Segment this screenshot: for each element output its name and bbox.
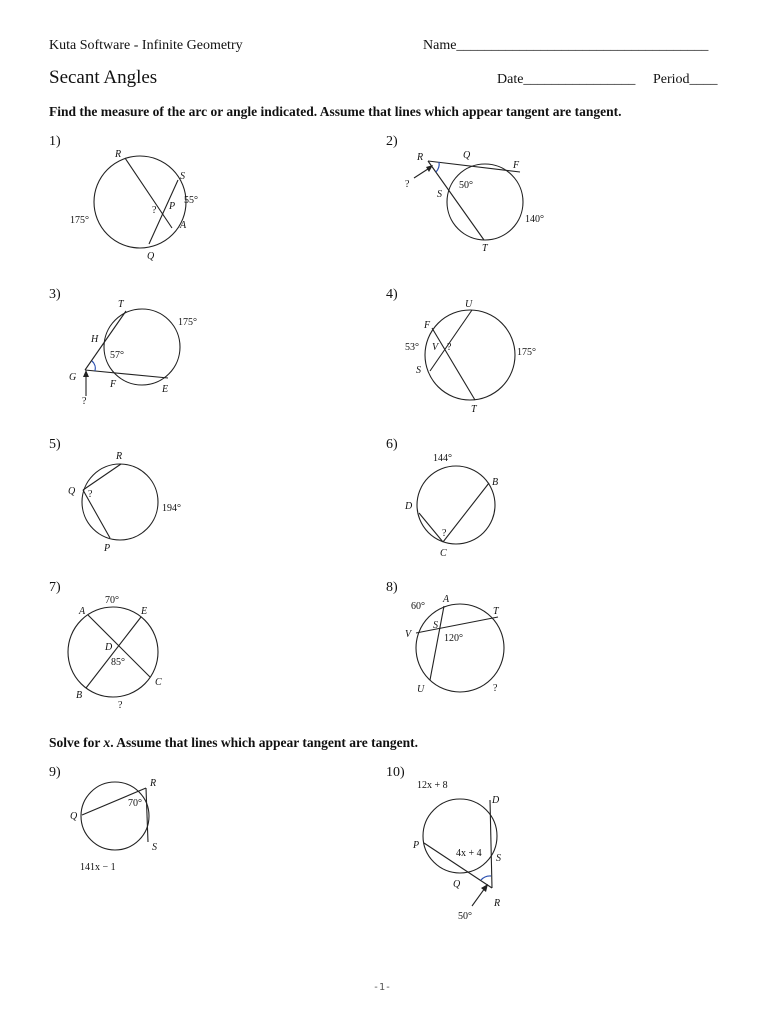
- unknown-angle: ?: [152, 205, 157, 216]
- point-g: G: [69, 372, 77, 383]
- circle: [423, 799, 497, 873]
- point-a: A: [443, 594, 450, 605]
- arc-label: 70°: [105, 595, 119, 606]
- unknown-arc: ?: [118, 700, 123, 711]
- point-q: Q: [147, 251, 155, 262]
- angle-label: 120°: [444, 633, 463, 644]
- arc-label: 4x + 4: [456, 848, 482, 859]
- section2-instructions: Solve for x. Assume that lines which appear tangent are tangent.: [49, 735, 419, 750]
- point-r: R: [150, 778, 157, 789]
- worksheet-title: Secant Angles: [49, 67, 158, 88]
- problem-number-8: 8): [386, 580, 398, 595]
- point-q: Q: [70, 811, 78, 822]
- point-u: U: [465, 299, 473, 310]
- secant-dr: [490, 800, 492, 888]
- arc-label: 60°: [411, 601, 425, 612]
- point-q: Q: [453, 879, 461, 890]
- point-a: A: [180, 220, 187, 231]
- arc-label: 175°: [70, 215, 89, 226]
- point-s: S: [180, 171, 185, 182]
- point-s: S: [152, 842, 157, 853]
- point-e: E: [162, 384, 169, 395]
- point-a: A: [79, 606, 86, 617]
- point-v: V: [432, 342, 439, 353]
- point-q: Q: [68, 486, 76, 497]
- point-v: V: [405, 629, 412, 640]
- section1-instructions: Find the measure of the arc or angle indicated. Assume that lines which appear tangent are tangent.: [49, 104, 622, 119]
- unknown-angle: ?: [88, 489, 93, 500]
- arc-label: 175°: [517, 347, 536, 358]
- point-p: P: [104, 543, 111, 554]
- point-b: B: [492, 477, 499, 488]
- point-t: T: [118, 299, 124, 310]
- point-d: D: [405, 501, 413, 512]
- page-number: -1-: [373, 982, 392, 993]
- point-r: R: [116, 451, 123, 462]
- point-d: D: [492, 795, 500, 806]
- pointer-arrow: [472, 888, 485, 906]
- problem-number-9: 9): [49, 765, 61, 780]
- problem-number-5: 5): [49, 437, 61, 452]
- date-field[interactable]: Date________________: [497, 72, 636, 87]
- problem-number-7: 7): [49, 580, 61, 595]
- period-field[interactable]: Period____: [653, 72, 718, 87]
- arc-label: 57°: [110, 350, 124, 361]
- problem-number-1: 1): [49, 134, 61, 149]
- point-h: H: [91, 334, 99, 345]
- point-c: C: [155, 677, 162, 688]
- point-t: T: [493, 606, 499, 617]
- point-f: F: [513, 160, 520, 171]
- arc-label: 53°: [405, 342, 419, 353]
- point-f: F: [424, 320, 431, 331]
- point-p: P: [169, 201, 176, 212]
- problem-number-6: 6): [386, 437, 398, 452]
- problem-number-4: 4): [386, 287, 398, 302]
- unknown-angle: ?: [405, 179, 410, 190]
- arc-label: 194°: [162, 503, 181, 514]
- point-b: B: [76, 690, 83, 701]
- point-f: F: [110, 379, 117, 390]
- point-t: T: [482, 243, 488, 254]
- arc-label: 55°: [184, 195, 198, 206]
- angle-label: 85°: [111, 657, 125, 668]
- unknown-arc: ?: [493, 683, 498, 694]
- angle-label: 50°: [458, 911, 472, 922]
- point-c: C: [440, 548, 447, 559]
- point-d: D: [105, 642, 113, 653]
- problem-number-3: 3): [49, 287, 61, 302]
- point-s: S: [416, 365, 421, 376]
- arrow-head: [481, 884, 488, 892]
- arc-label: 141x − 1: [80, 862, 116, 873]
- point-r: R: [115, 149, 122, 160]
- arc-label: 175°: [178, 317, 197, 328]
- angle-label: 70°: [128, 798, 142, 809]
- point-s: S: [437, 189, 442, 200]
- angle-mark: [481, 876, 491, 880]
- arc-label: 12x + 8: [417, 780, 448, 791]
- name-field[interactable]: Name____________________________________: [423, 38, 709, 53]
- point-q: Q: [463, 150, 471, 161]
- problem-number-10: 10): [386, 765, 405, 780]
- arc-label: 140°: [525, 214, 544, 225]
- arc-label: 144°: [433, 453, 452, 464]
- problem-number-2: 2): [386, 134, 398, 149]
- point-t: T: [471, 404, 477, 415]
- unknown-angle: ?: [82, 396, 87, 407]
- point-e: E: [141, 606, 148, 617]
- point-s: S: [496, 853, 501, 864]
- point-u: U: [417, 684, 425, 695]
- publisher-label: Kuta Software - Infinite Geometry: [49, 38, 243, 53]
- point-r: R: [417, 152, 424, 163]
- point-s: S: [433, 620, 438, 631]
- point-p: P: [413, 840, 420, 851]
- unknown-angle: ?: [447, 342, 452, 353]
- arc-label: 50°: [459, 180, 473, 191]
- point-r: R: [494, 898, 501, 909]
- unknown-angle: ?: [442, 528, 447, 539]
